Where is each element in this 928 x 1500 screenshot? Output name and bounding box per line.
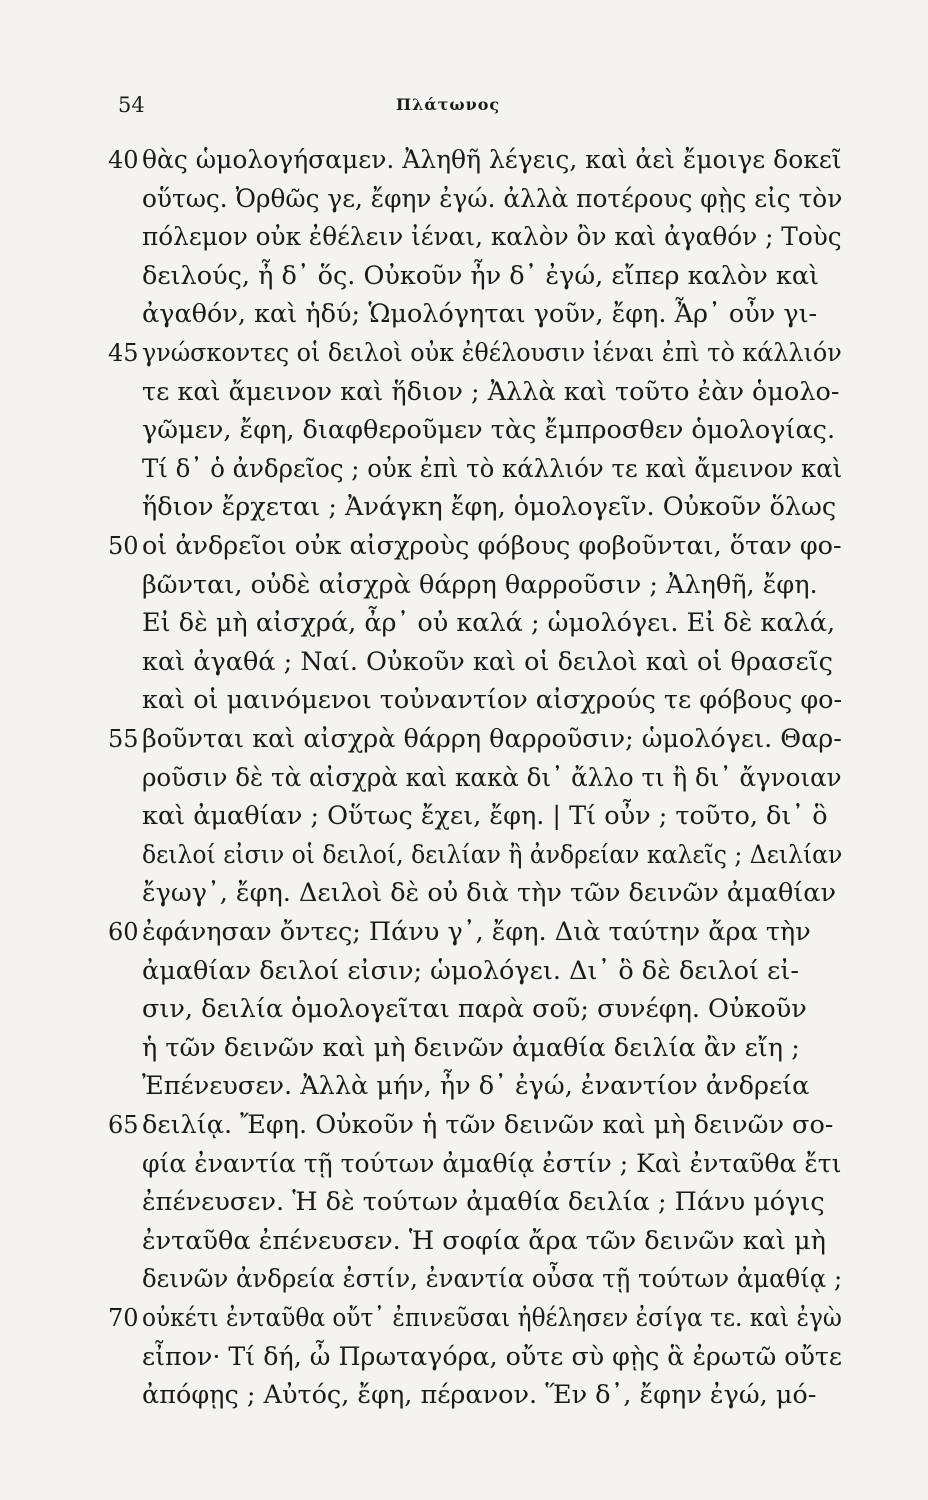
line-text: δεινῶν ἀνδρεία ἐστίν, ἐναντία οὖσα τῇ τούτων ἀμαθίᾳ ;	[142, 1264, 843, 1295]
line-text: δειλοί εἰσιν οἱ δειλοί, δειλίαν ἢ ἀνδρείαν καλεῖς ; Δειλίαν	[142, 839, 843, 870]
line-number: 70	[108, 1304, 139, 1332]
line-text: δειλίᾳ. Ἔφη. Οὐκοῦν ἡ τῶν δεινῶν καὶ μὴ δεινῶν σο-	[142, 1110, 834, 1140]
text-line	[0, 912, 928, 952]
text-line	[0, 487, 928, 527]
text-line	[0, 1375, 928, 1415]
text-line	[0, 1221, 928, 1261]
line-text: καὶ ἀμαθίαν ; Οὕτως ἔχει, ἔφη. | Τί οὖν ; τοῦτο, δι᾽ ὃ	[142, 801, 828, 832]
text-line	[0, 989, 928, 1029]
line-text: δειλούς, ἦ δ᾽ ὅς. Οὐκοῦν ἦν δ᾽ ἐγώ, εἴπερ καλὸν καὶ	[142, 260, 820, 291]
line-number: 50	[108, 532, 139, 560]
text-line	[0, 372, 928, 412]
line-text: οὐκέτι ἐνταῦθα οὔτ᾽ ἐπινεῦσαι ἠθέλησεν ἐσίγα τε. καὶ ἐγὼ	[142, 1303, 842, 1333]
line-text: ροῦσιν δὲ τὰ αἰσχρὰ καὶ κακὰ δι᾽ ἄλλο τι ἢ δι᾽ ἄγνοιαν	[142, 762, 842, 793]
line-number: 45	[108, 339, 139, 367]
line-text: ἐνταῦθα ἐπένευσεν. Ἡ σοφία ἄρα τῶν δεινῶν καὶ μὴ	[142, 1225, 826, 1256]
page-header	[118, 93, 833, 123]
line-text: θὰς ὡμολογήσαμεν. Ἀληθῆ λέγεις, καὶ ἀεὶ ἔμοιγε δοκεῖ	[142, 145, 842, 175]
line-text: ἀμαθίαν δειλοί εἰσιν; ὡμολόγει. Δι᾽ ὃ δὲ δειλοί εἰ-	[142, 955, 799, 986]
line-text: πόλεμον οὐκ ἐθέλειν ἰέναι, καλὸν ὂν καὶ ἀγαθόν ; Τοὺς	[142, 222, 842, 253]
text-line	[0, 526, 928, 566]
text-line	[0, 1028, 928, 1068]
text-line	[0, 217, 928, 257]
line-text: καὶ οἱ μαινόμενοι τοὐναντίον αἰσχρούς τε φόβους φο-	[142, 685, 843, 716]
text-line	[0, 719, 928, 759]
line-text: Ἐπένευσεν. Ἀλλὰ μήν, ἦν δ᾽ ἐγώ, ἐναντίον ἀνδρεία	[142, 1071, 810, 1102]
line-text: βοῦνται καὶ αἰσχρὰ θάρρη θαρροῦσιν; ὡμολόγει. Θαρ-	[142, 724, 842, 754]
text-line	[0, 179, 928, 219]
text-line	[0, 835, 928, 875]
line-number: 60	[108, 918, 139, 946]
text-line	[0, 1066, 928, 1106]
text-line	[0, 1337, 928, 1377]
line-text: οὕτως. Ὀρθῶς γε, ἔφην ἐγώ. ἀλλὰ ποτέρους φῂς εἰς τὸν	[142, 183, 842, 214]
text-line	[0, 1182, 928, 1222]
text-line	[0, 1105, 928, 1145]
line-text: ἐφάνησαν ὄντες; Πάνυ γ᾽, ἔφη. Διὰ ταύτην ἄρα τὴν	[142, 917, 811, 947]
text-line	[0, 796, 928, 836]
line-text: ἡ τῶν δεινῶν καὶ μὴ δεινῶν ἀμαθία δειλία ἂν εἴη ;	[142, 1032, 800, 1063]
text-line	[0, 565, 928, 605]
line-text: οἱ ἀνδρεῖοι οὐκ αἰσχροὺς φόβους φοβοῦνται, ὅταν φο-	[142, 531, 842, 561]
line-text: ἥδιον ἔρχεται ; Ἀνάγκη ἔφη, ὁμολογεῖν. Οὐκοῦν ὅλως	[142, 492, 837, 523]
line-text: βῶνται, οὐδὲ αἰσχρὰ θάρρη θαρροῦσιν ; Ἀληθῆ, ἔφη.	[142, 569, 818, 600]
running-title: Πλάτωνος	[396, 95, 501, 114]
text-line	[0, 758, 928, 798]
text-line	[0, 256, 928, 296]
line-text: Εἰ δὲ μὴ αἰσχρά, ἆρ᾽ οὐ καλά ; ὡμολόγει. Εἰ δὲ καλά,	[142, 608, 836, 639]
text-line	[0, 642, 928, 682]
text-line	[0, 449, 928, 489]
line-text: φία ἐναντία τῇ τούτων ἀμαθίᾳ ἐστίν ; Καὶ ἐνταῦθα ἔτι	[142, 1148, 842, 1179]
text-line	[0, 680, 928, 720]
line-text: σιν, δειλία ὁμολογεῖται παρὰ σοῦ; συνέφη. Οὐκοῦν	[142, 994, 807, 1025]
line-text: ἔγωγ᾽, ἔφη. Δειλοὶ δὲ οὐ διὰ τὴν τῶν δεινῶν ἀμαθίαν	[142, 878, 837, 909]
line-text: ἀπόφῃς ; Αὐτός, ἔφη, πέρανον. Ἕν δ᾽, ἔφην ἐγώ, μό-	[142, 1380, 817, 1411]
line-text: ἀγαθόν, καὶ ἡδύ; Ὡμολόγηται γοῦν, ἔφη. Ἆρ᾽ οὖν γι-	[142, 299, 818, 330]
line-number: 40	[108, 146, 139, 174]
line-text: ἐπένευσεν. Ἡ δὲ τούτων ἀμαθία δειλία ; Πάνυ μόγις	[142, 1187, 825, 1218]
text-line	[0, 1259, 928, 1299]
text-line	[0, 410, 928, 450]
line-number: 55	[108, 725, 139, 753]
text-line	[0, 1144, 928, 1184]
text-line	[0, 333, 928, 373]
line-text: καὶ ἀγαθά ; Ναί. Οὐκοῦν καὶ οἱ δειλοὶ καὶ οἱ θρασεῖς	[142, 646, 833, 677]
text-line	[0, 951, 928, 991]
line-text: γνώσκοντες οἱ δειλοὶ οὐκ ἐθέλουσιν ἰέναι ἐπὶ τὸ κάλλιόν	[142, 338, 842, 368]
text-line	[0, 294, 928, 334]
line-text: γῶμεν, ἔφη, διαφθεροῦμεν τὰς ἔμπροσθεν ὁμολογίας.	[142, 415, 836, 446]
page-number: 54	[118, 93, 145, 117]
line-text: τε καὶ ἄμεινον καὶ ἥδιον ; Ἀλλὰ καὶ τοῦτο ἐὰν ὁμολο-	[142, 376, 840, 407]
text-line	[0, 603, 928, 643]
line-text: εἶπον· Τί δή, ὦ Πρωταγόρα, οὔτε σὺ φῂς ἃ ἐρωτῶ οὔτε	[142, 1341, 842, 1372]
text-line	[0, 1298, 928, 1338]
line-number: 65	[108, 1111, 139, 1139]
text-line	[0, 873, 928, 913]
text-line	[0, 140, 928, 180]
line-text: Τί δ᾽ ὁ ἀνδρεῖος ; οὐκ ἐπὶ τὸ κάλλιόν τε καὶ ἄμεινον καὶ	[142, 453, 843, 484]
